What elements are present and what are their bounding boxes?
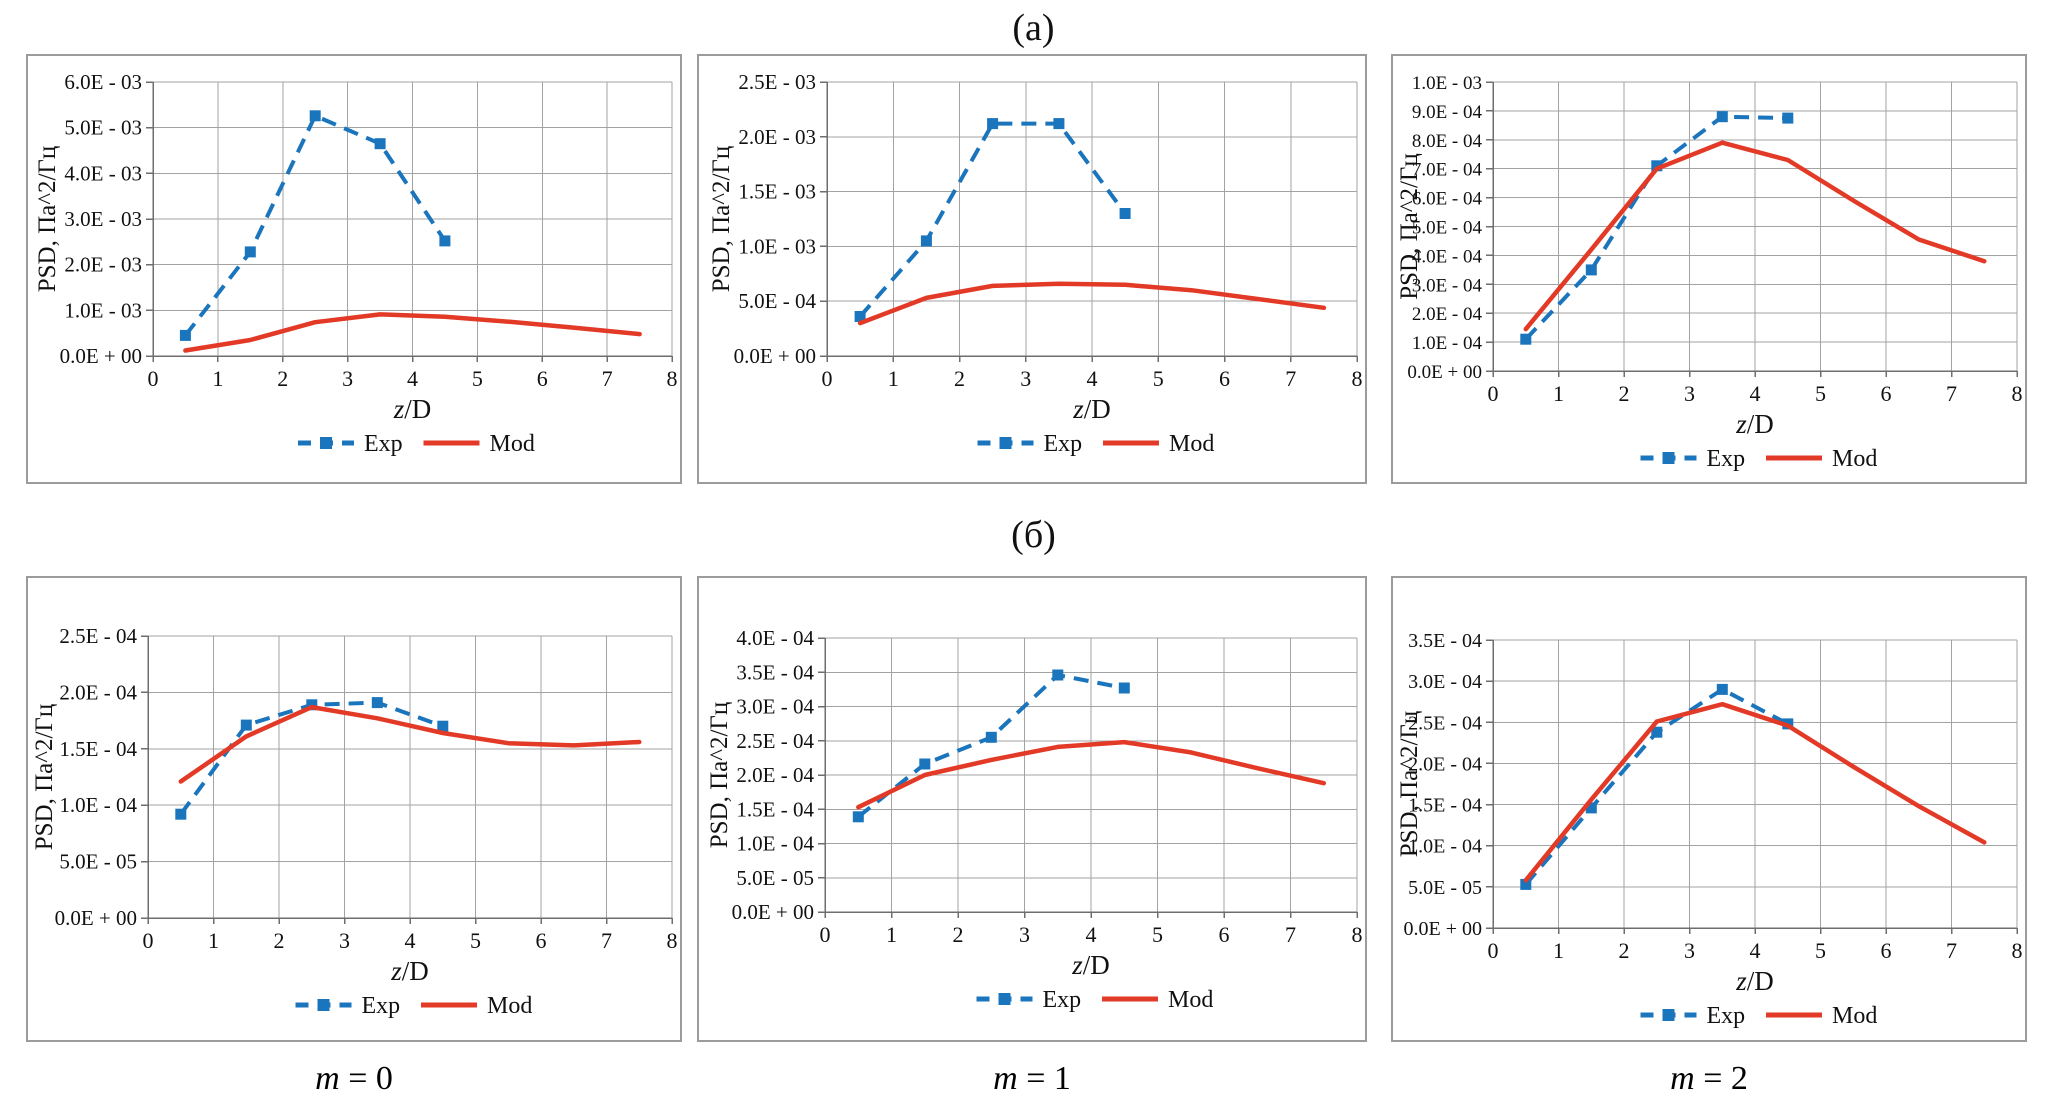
x-tick-label: 2 [273,928,285,953]
gridlines [1493,82,2017,371]
y-tick-label: 2.5E - 04 [1408,712,1482,735]
x-tick-label: 8 [666,928,678,953]
y-tick-label: 1.5E - 04 [736,797,814,822]
x-tick-label: 4 [1749,381,1761,406]
y-tick-label: 3.0E - 04 [1408,671,1482,694]
exp-marker [987,118,998,129]
y-axis-title: PSD, Па^2/Гц [1396,153,1423,300]
caption-variable: m [1670,1060,1695,1097]
x-tick-label: 7 [601,366,613,391]
y-tick-label: 1.0E - 04 [1408,835,1482,858]
x-tick-labels [1488,381,2023,406]
caption-value: = 2 [1694,1060,1748,1097]
chart-canvas-b-m1 [699,578,1365,1040]
axes [1486,640,2017,934]
x-tick-label: 8 [2011,938,2023,963]
exp-marker [1052,670,1063,681]
x-tick-label: 0 [142,928,154,953]
gridlines [825,638,1357,912]
exp-marker [1717,684,1728,695]
legend-exp-label: Exp [1706,446,1746,472]
x-tick-label: 7 [1285,922,1296,947]
x-tick-label: 5 [1152,922,1163,947]
chart-panel-b-m0 [26,576,682,1042]
axes [141,636,672,924]
y-axis-title: PSD, Па^2/Гц [708,145,735,293]
y-tick-label: 1.5E - 04 [59,736,137,761]
x-tick-label: 5 [1152,366,1164,391]
legend-mod-label: Mod [1168,987,1214,1013]
y-axis-title: PSD, Па^2/Гц [706,701,733,849]
y-tick-label: 5.0E - 03 [64,115,142,140]
chart-canvas-a-m0 [28,56,680,482]
legend [977,987,1214,1013]
exp-marker [1120,208,1131,219]
x-tick-label: 3 [1684,938,1695,963]
x-tick-labels [822,366,1363,391]
y-tick-label: 6.0E - 04 [1411,188,1482,210]
x-tick-label: 0 [147,366,159,391]
row-label-a: (a) [1012,7,1055,49]
y-tick-label: 3.5E - 04 [736,660,814,685]
x-tick-label: 3 [1020,366,1032,391]
exp-marker [375,138,386,149]
y-tick-label: 3.0E - 04 [1411,275,1482,297]
x-tick-label: 2 [952,922,964,947]
chart-canvas-b-m0 [28,578,680,1040]
exp-marker [241,720,252,731]
x-tick-labels [820,922,1363,947]
x-axis-title: z/D [1072,950,1110,980]
exp-marker [372,697,383,708]
y-tick-label: 6.0E - 03 [64,70,142,94]
x-axis-title: z/D [393,394,432,424]
x-tick-labels [143,928,678,953]
legend-exp-label: Exp [364,431,403,457]
exp-marker [180,330,191,341]
y-tick-label: 0.0E + 00 [1403,918,1482,940]
x-tick-label: 3 [1684,381,1695,406]
legend-exp-marker [1663,1009,1675,1021]
legend-mod-label: Mod [1832,446,1878,472]
y-tick-label: 2.0E - 04 [736,763,814,787]
y-tick-label: 2.5E - 04 [736,728,814,753]
y-tick-label: 0.0E + 00 [1407,362,1482,383]
y-tick-label: 2.0E - 04 [59,680,137,705]
y-tick-label: 5.0E - 05 [59,849,137,874]
y-tick-label: 2.0E - 04 [1408,753,1482,776]
exp-marker [853,811,864,822]
y-tick-label: 3.5E - 04 [1408,630,1482,652]
x-tick-label: 6 [1880,938,1892,963]
gridlines [148,636,672,918]
x-axis-title: z/D [391,956,429,986]
legend-mod-label: Mod [487,993,533,1019]
legend [978,431,1215,457]
row-label-b: (б) [1011,514,1056,556]
chart-row-top [0,54,2067,484]
exp-marker [1053,118,1064,129]
x-tick-label: 7 [601,928,612,953]
legend [1641,446,1878,472]
y-tick-label: 1.0E - 03 [64,298,142,323]
y-tick-label: 1.5E - 04 [1408,794,1482,817]
y-tick-label: 7.0E - 04 [1411,159,1482,181]
exp-marker [1782,113,1793,124]
y-tick-label: 1.0E - 04 [736,831,814,856]
y-tick-labels [60,70,142,368]
x-tick-label: 2 [954,366,965,391]
legend-exp-marker [999,993,1011,1005]
x-tick-label: 1 [208,928,219,953]
x-axis-title: z/D [1736,409,1774,439]
x-tick-label: 7 [1946,938,1957,963]
legend-mod-label: Mod [1832,1003,1878,1029]
x-tick-label: 3 [339,928,350,953]
y-tick-label: 4.0E - 04 [736,626,814,650]
x-tick-label: 4 [407,366,418,391]
x-tick-label: 1 [1553,938,1564,963]
y-tick-label: 5.0E - 04 [738,289,816,314]
y-tick-label: 1.0E - 04 [1411,333,1482,355]
legend-mod-label: Mod [1169,431,1215,457]
x-tick-label: 6 [535,928,547,953]
exp-marker [921,235,932,246]
y-axis-title: PSD, Па^2/Гц [31,703,58,851]
y-tick-label: 1.5E - 03 [738,179,816,204]
chart-panel-b-m2 [1391,576,2027,1042]
y-tick-label: 0.0E + 00 [54,906,137,930]
exp-series-markers [180,110,451,341]
x-tick-label: 0 [1487,938,1499,963]
x-tick-label: 1 [887,366,899,391]
exp-series-line [181,703,443,815]
x-tick-labels [148,366,678,391]
y-tick-label: 2.0E - 04 [1411,304,1482,326]
exp-marker [1520,334,1531,345]
exp-marker [245,246,256,257]
x-tick-label: 3 [1019,922,1030,947]
chart-panel-a-m2 [1391,54,2027,484]
axes [1486,82,2017,377]
x-tick-label: 8 [1351,366,1363,391]
exp-marker [175,809,186,820]
exp-series-line [1526,689,1788,884]
y-tick-label: 0.0E + 00 [733,344,816,368]
x-tick-label: 1 [886,922,897,947]
x-tick-label: 2 [277,366,289,391]
chart-canvas-a-m2 [1393,56,2025,482]
x-tick-label: 3 [342,366,354,391]
x-tick-label: 4 [1749,938,1761,963]
y-tick-label: 1.0E - 03 [738,234,816,259]
y-axis-title: PSD, Па^2/Гц [34,145,61,293]
chart-caption-m2 [1391,1056,2027,1102]
legend-mod-label: Mod [489,431,535,457]
legend-exp-marker [318,999,330,1011]
legend [298,431,535,457]
y-tick-label: 3.0E - 04 [736,694,814,719]
x-tick-label: 6 [1219,366,1230,391]
x-tick-label: 5 [1815,938,1826,963]
captions-row [0,1056,2067,1102]
chart-canvas-a-m1 [699,56,1365,482]
x-tick-label: 0 [819,922,831,947]
chart-caption-m0 [26,1056,682,1102]
chart-caption-m1 [697,1056,1367,1102]
axes [820,82,1357,362]
y-tick-label: 2.0E - 03 [64,252,142,277]
exp-series-line [185,116,445,336]
caption-value: = 0 [339,1060,393,1097]
exp-marker [1717,111,1728,122]
legend [296,993,533,1019]
x-tick-label: 0 [821,366,833,391]
exp-marker [1119,683,1130,694]
legend-exp-label: Exp [1043,431,1083,457]
legend-exp-label: Exp [1706,1003,1746,1029]
x-tick-label: 6 [1880,381,1892,406]
chart-panel-b-m1 [697,576,1367,1042]
exp-series-markers [1520,111,1793,345]
gridlines [1493,640,2017,928]
legend-exp-marker [1000,437,1012,449]
x-tick-label: 8 [1351,922,1363,947]
y-tick-label: 0.0E + 00 [731,900,814,924]
legend-exp-marker [320,437,332,449]
y-tick-label: 1.0E - 03 [1411,73,1482,94]
axes [146,82,672,362]
y-axis-title: PSD, Па^2/Гц [1396,710,1423,858]
x-tick-label: 6 [536,366,548,391]
caption-value: = 1 [1017,1060,1071,1097]
x-tick-label: 8 [666,366,678,391]
chart-panel-a-m0 [26,54,682,484]
chart-row-bottom [0,576,2067,1042]
exp-series-markers [855,118,1131,322]
x-tick-label: 1 [1553,381,1564,406]
y-tick-label: 3.0E - 03 [64,207,142,231]
legend [1641,1003,1878,1029]
y-tick-label: 8.0E - 04 [1411,130,1482,152]
legend-exp-label: Exp [1042,987,1082,1013]
y-tick-labels [734,70,817,368]
y-tick-label: 5.0E - 05 [1408,876,1482,899]
gridlines [827,82,1357,356]
legend-exp-marker [1663,452,1675,464]
y-tick-label: 2.5E - 04 [59,624,137,648]
x-axis-title: z/D [1736,966,1774,996]
caption-variable: m [315,1060,340,1097]
x-tick-label: 4 [404,928,416,953]
x-tick-label: 5 [470,928,481,953]
y-tick-label: 5.0E - 05 [736,865,814,890]
exp-marker [1586,264,1597,275]
exp-marker [439,235,450,246]
x-tick-label: 2 [1618,381,1630,406]
x-tick-label: 4 [1086,366,1098,391]
x-tick-label: 0 [1487,381,1499,406]
y-tick-labels [55,624,138,930]
chart-panel-a-m1 [697,54,1367,484]
exp-marker [986,732,997,743]
y-tick-label: 1.0E - 04 [59,793,137,818]
y-tick-label: 4.0E - 03 [64,161,142,186]
y-tick-label: 2.5E - 03 [738,70,816,94]
caption-variable: m [993,1060,1018,1097]
x-axis-title: z/D [1073,394,1111,424]
x-tick-label: 1 [212,366,224,391]
x-tick-label: 8 [2011,381,2023,406]
y-tick-label: 0.0E + 00 [59,344,142,368]
x-tick-label: 4 [1085,922,1097,947]
y-tick-label: 5.0E - 04 [1411,217,1482,239]
y-tick-labels [732,626,815,924]
chart-canvas-b-m2 [1393,578,2025,1040]
x-tick-label: 7 [1285,366,1297,391]
legend-exp-label: Exp [361,993,401,1019]
exp-marker [310,110,321,121]
x-tick-label: 2 [1618,938,1630,963]
y-tick-label: 2.0E - 03 [738,124,816,149]
y-tick-label: 4.0E - 04 [1411,246,1482,268]
exp-marker [919,759,930,770]
y-tick-label: 9.0E - 04 [1411,101,1482,123]
x-tick-labels [1488,938,2023,963]
x-tick-label: 5 [471,366,483,391]
x-tick-label: 7 [1946,381,1957,406]
x-tick-label: 6 [1218,922,1230,947]
x-tick-label: 5 [1815,381,1826,406]
